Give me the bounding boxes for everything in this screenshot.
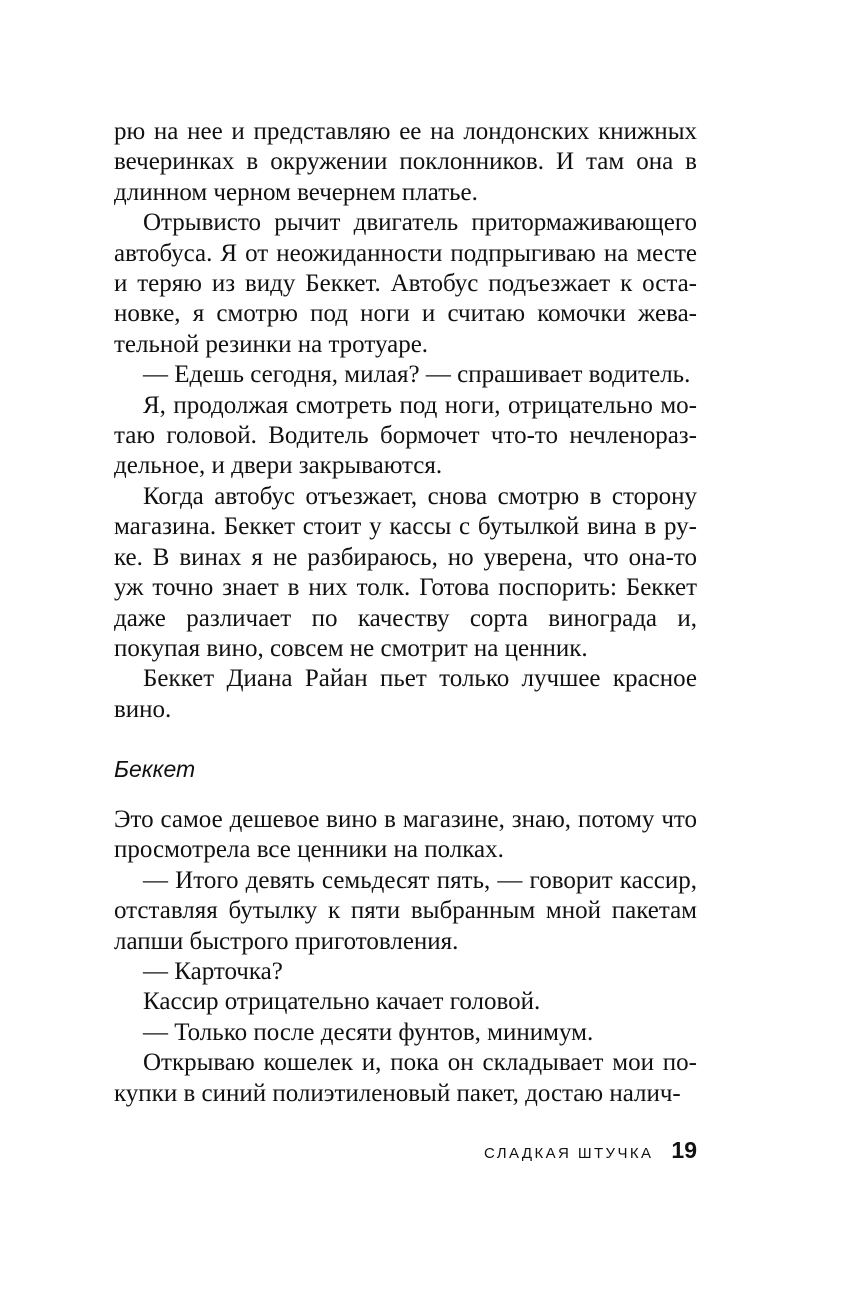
paragraph: Это самое дешевое вино в магазине, знаю, потому что просмотрела все ценники на полках.	[114, 806, 697, 864]
paragraph: Отрывисто рычит двигатель притормаживающего автобуса. Я от неожиданности подпрыгиваю на месте и теряю из виду Беккет. Автобус подъезжает к остановке, я смотрю под ноги и считаю комочки жевательной резинки на тротуаре.	[114, 209, 697, 358]
book-title: СЛАДКАЯ ШТУЧКА	[484, 1145, 654, 1162]
paragraph: — Итого девять семьдесят пять, — говорит кассир, отставляя бутылку к пяти выбранным мной пакетам лапши быстрого приготовления.	[114, 866, 697, 955]
paragraph: Кассир отрицательно качает головой.	[143, 988, 541, 1016]
paragraph: — Карточка?	[143, 958, 283, 986]
paragraph: — Только после десяти фунтов, минимум.	[143, 1018, 594, 1046]
paragraph: рю на нее и представляю ее на лондонских книжных вечеринках в окружении поклонников. И там она в длинном черном вечернем платье.	[114, 118, 697, 206]
running-footer	[484, 1137, 697, 1164]
body-text-after-heading	[114, 805, 697, 1109]
paragraph: Когда автобус отъезжает, снова смотрю в сторону магазина. Беккет стоит у кассы с бутылкой вина в руке. В винах я не разбираюсь, но уверена, что она-то уж точно знает в них толк. Готова поспорить: Беккет даже различает по качеству сорта винограда и, покупая вино, совсем не смотрит на ценник.	[114, 482, 697, 662]
page-number: 19	[671, 1137, 697, 1163]
section-heading: Беккет	[114, 756, 196, 782]
paragraph: Беккет Диана Райан пьет только лучшее красное вино.	[114, 665, 697, 723]
paragraph: Я, продолжая смотреть под ноги, отрицательно мотаю головой. Водитель бормочет что-то нечленораздельное, и двери закрываются.	[114, 391, 697, 480]
paragraph: Открываю кошелек и, пока он складывает мои покупки в синий полиэтиленовый пакет, достаю налич-	[114, 1049, 697, 1107]
paragraph: — Едешь сегодня, милая? — спрашивает водитель.	[143, 361, 691, 389]
body-text-before-heading	[114, 117, 697, 725]
